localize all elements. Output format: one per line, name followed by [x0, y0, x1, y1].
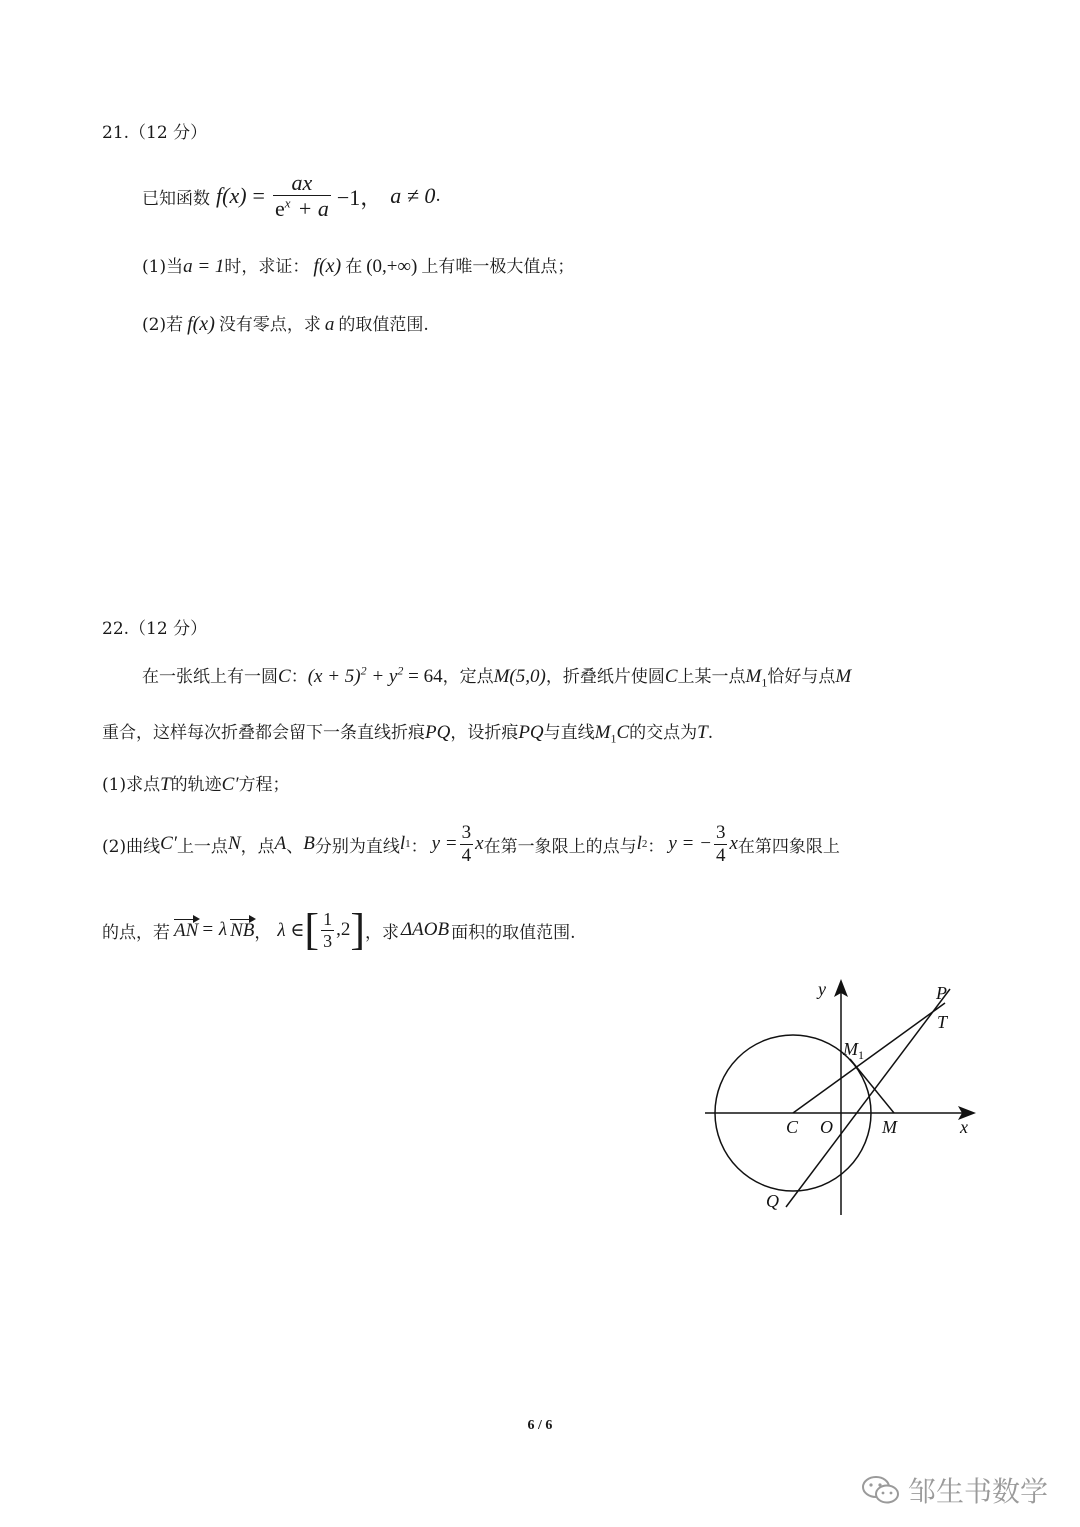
vector-NB: NB	[230, 919, 255, 941]
q22-part2-cont: 的点，若 AN = λ NB ， λ ∈ [ $\frac{1}{3}$ ,2 ] ，求 ΔAOB 面积的取值范围.	[102, 905, 576, 954]
q21-minus-one: −1，	[336, 184, 383, 210]
label-P: P	[936, 983, 947, 1003]
label-T: T	[937, 1012, 948, 1032]
q21-part1: (1)当a = 1时，求证： f(x) 在 (0,+∞) 上有唯一极大值点；	[142, 255, 575, 277]
page-number: 6 / 6	[527, 1418, 553, 1433]
q22-part2: (2)曲线 C′ 上一点 N ，点 A 、 B 分别为直线 l 1 ： y = $\frac{3}{4}$ x 在第一象限上的点与 l 2 ： y = − $\frac{3}{4}$ x 在第四象限上	[102, 821, 840, 866]
q21-fraction	[273, 170, 331, 223]
wechat-icon	[860, 1473, 902, 1507]
label-O: O	[820, 1117, 833, 1137]
q21-given	[142, 166, 441, 226]
geometry-figure	[700, 975, 990, 1225]
q22-part1: (1)求点T的轨迹C′方程；	[102, 774, 290, 795]
label-M1: $M_1$	[843, 1039, 864, 1062]
vector-AN: AN	[174, 919, 199, 941]
q21-condition: a ≠ 0	[390, 183, 436, 208]
segment-M1M	[850, 1059, 894, 1113]
q21-given-prefix: 已知函数	[142, 188, 210, 209]
q21-part2: (2)若 f(x) 没有零点，求 a 的取值范围.	[142, 313, 429, 335]
q22-line1: 在一张纸上有一圆C：$(x + 5)^2 + y^2 = 64$，定点M(5,0)，折叠纸片使圆C上某一点$M_1$恰好与点M	[142, 663, 852, 690]
label-x: x	[960, 1117, 968, 1137]
watermark-text: 邹生书数学	[908, 1475, 1049, 1508]
watermark	[860, 1470, 1048, 1510]
line-PQ	[786, 989, 950, 1207]
label-C: C	[786, 1117, 799, 1137]
label-y: y	[818, 979, 826, 999]
label-Q: Q	[766, 1191, 779, 1211]
q22-header: 22.（12 分）	[102, 619, 208, 639]
label-M: M	[882, 1117, 897, 1137]
q22-line2: 重合，这样每次折叠都会留下一条直线折痕PQ，设折痕PQ与直线$M_1C$的交点为T.	[102, 722, 714, 746]
q21-header: 21.（12 分）	[102, 123, 208, 143]
q21-eq: =	[252, 183, 265, 208]
q21-numerator: ax	[273, 170, 331, 196]
q21-fx: f(x)	[216, 183, 247, 208]
q21-period: .	[435, 186, 441, 206]
q21-denominator: $e^x + a$	[274, 195, 329, 221]
